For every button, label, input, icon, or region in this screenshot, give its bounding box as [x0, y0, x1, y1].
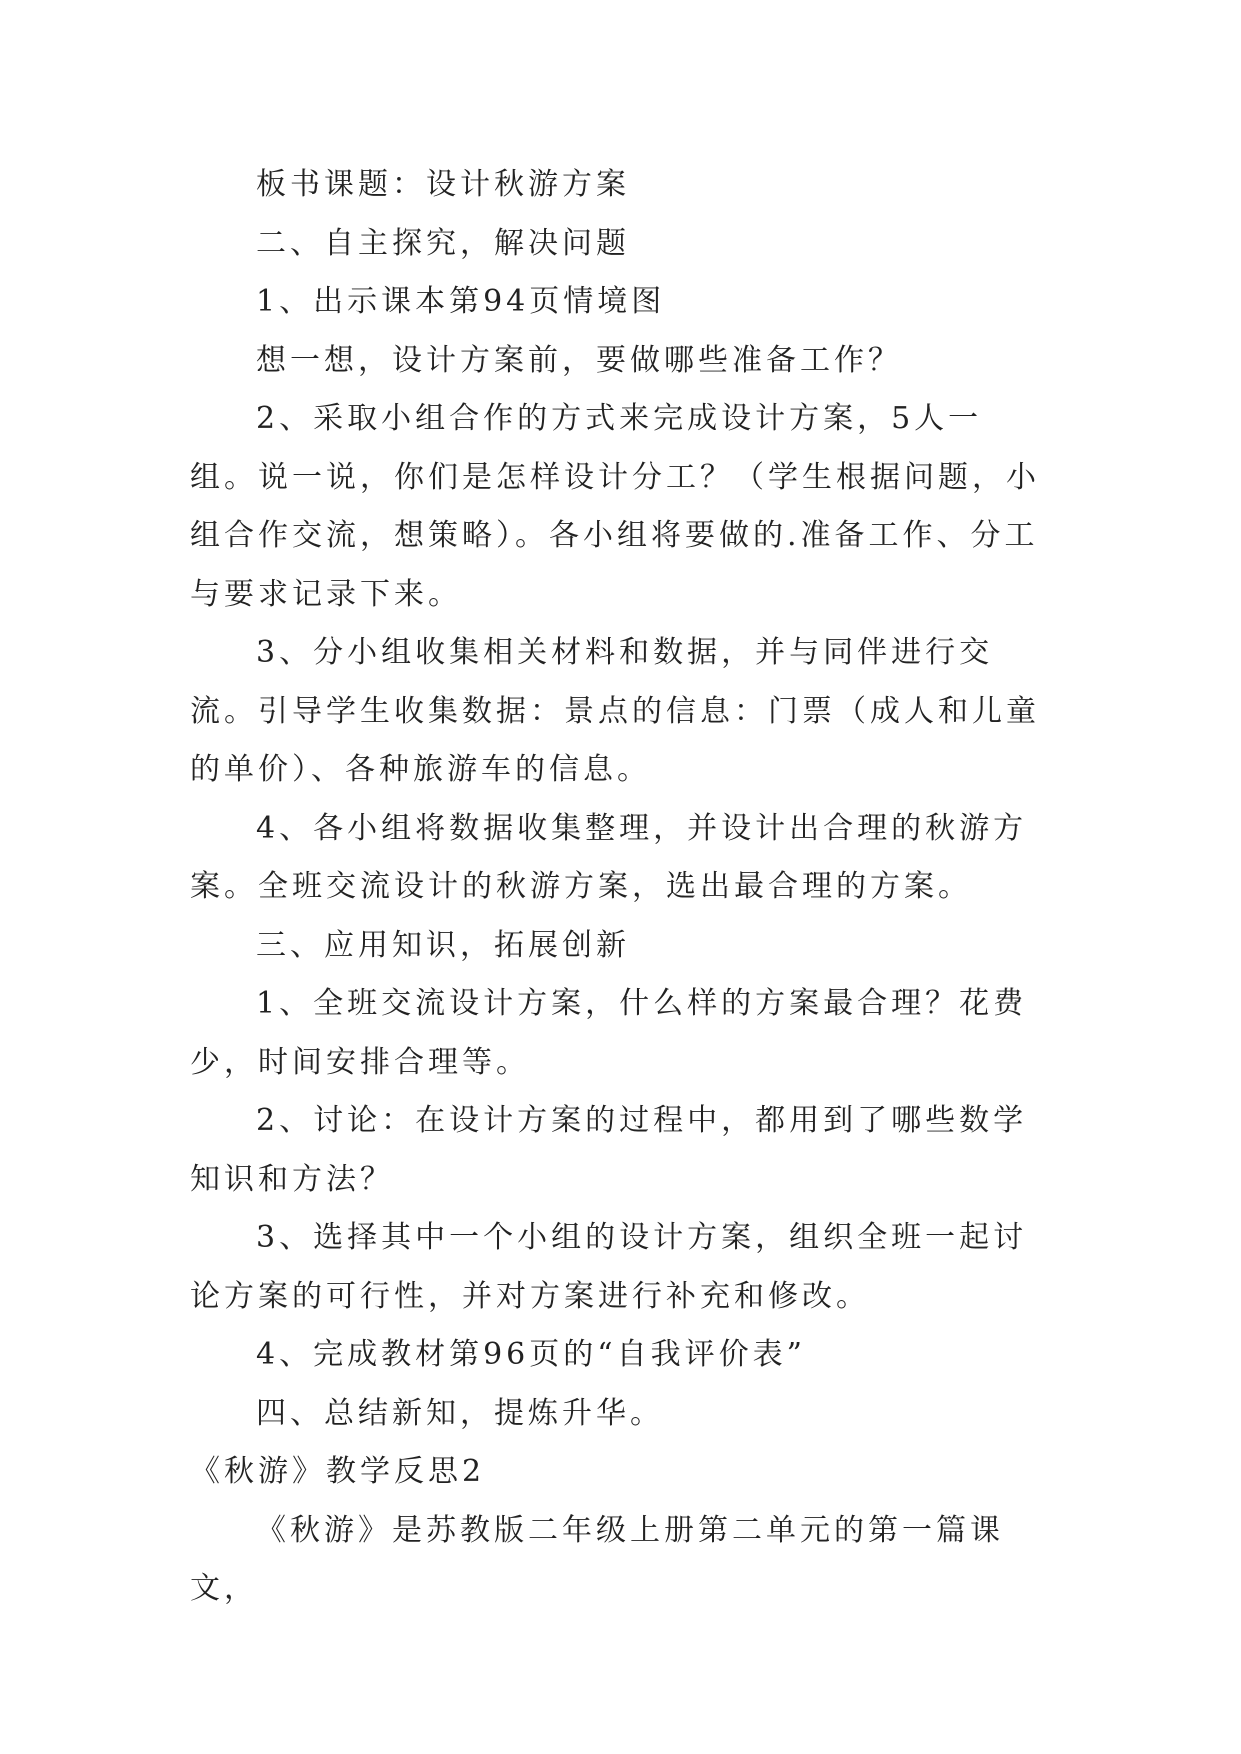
- paragraph-5: 2、采取小组合作的方式来完成设计方案，5人一组。说一说，你们是怎样设计分工？（学生根据问题，小组合作交流，想策略）。各小组将要做的.准备工作、分工与要求记录下来。: [190, 401, 1040, 612]
- paragraph-1: 板书课题：设计秋游方案: [256, 167, 630, 202]
- section-heading-3: 三、应用知识，拓展创新: [256, 927, 630, 963]
- document-body: [190, 156, 1050, 1619]
- section-heading-4: 四、总结新知，提炼升华。: [256, 1395, 664, 1431]
- paragraph-4: 想一想，设计方案前，要做哪些准备工作？: [256, 342, 902, 378]
- article-title: 《秋游》教学反思2: [190, 1454, 486, 1489]
- paragraph-6: 3、分小组收集相关材料和数据，并与同伴进行交流。引导学生收集数据：景点的信息：门票（成人和儿童的单价）、各种旅游车的信息。: [190, 635, 1040, 787]
- paragraph-3: 1、出示课本第94页情境图: [256, 284, 666, 319]
- paragraph-11: 3、选择其中一个小组的设计方案，组织全班一起讨论方案的可行性，并对方案进行补充和修改。: [190, 1220, 1028, 1314]
- paragraph-12: 4、完成教材第96页的“自我评价表”: [256, 1337, 806, 1372]
- paragraph-9: 1、全班交流设计方案，什么样的方案最合理？花费少，时间安排合理等。: [190, 986, 1028, 1080]
- paragraph-10: 2、讨论：在设计方案的过程中，都用到了哪些数学知识和方法？: [190, 1103, 1028, 1197]
- paragraph-7: 4、各小组将数据收集整理，并设计出合理的秋游方案。全班交流设计的秋游方案，选出最合理的方案。: [190, 810, 1028, 904]
- section-heading-2: 二、自主探究，解决问题: [256, 225, 630, 261]
- paragraph-15: 《秋游》是苏教版二年级上册第二单元的第一篇课文，: [190, 1512, 1004, 1606]
